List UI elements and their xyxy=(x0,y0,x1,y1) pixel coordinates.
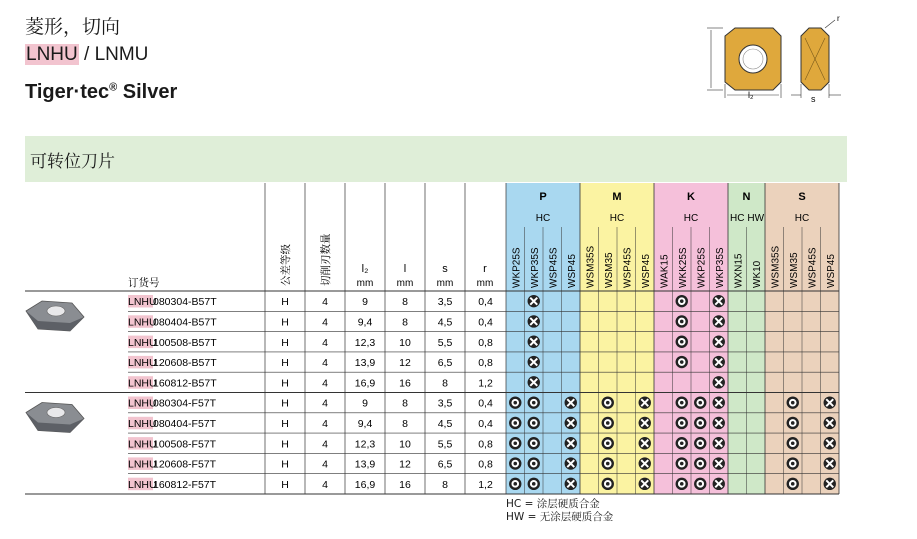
brand-word: Tiger·tec xyxy=(25,81,110,103)
circle-dot-icon-core xyxy=(680,441,684,445)
circle-dot-icon-core xyxy=(680,340,684,344)
cell-l2: 16,9 xyxy=(354,377,376,390)
circle-dot-icon-core xyxy=(680,482,684,486)
col-l-unit: mm xyxy=(396,278,414,289)
col-s: s xyxy=(442,263,448,275)
cell-l2: 9,4 xyxy=(357,417,373,430)
circle-dot-icon-core xyxy=(532,462,536,466)
order-prefix: LNHU xyxy=(128,296,157,309)
group-hc-N: HC xyxy=(730,213,745,224)
cell-s: 6,5 xyxy=(437,458,453,471)
circle-dot-icon-core xyxy=(680,421,684,425)
cell-edges: 4 xyxy=(322,478,328,491)
cell-l: 10 xyxy=(399,438,411,451)
circle-dot-icon-core xyxy=(680,360,684,364)
cell-l2: 16,9 xyxy=(354,478,376,491)
grade-label-wsm35s: WSM35S xyxy=(770,245,782,288)
cell-s: 3,5 xyxy=(437,296,453,309)
order-code: 160812-F57T xyxy=(153,478,217,491)
brand-tail: Silver xyxy=(117,81,178,103)
cell-r: 1,2 xyxy=(478,377,493,390)
cell-l2: 12,3 xyxy=(354,336,376,349)
cell-r: 0,8 xyxy=(478,438,493,451)
cell-s: 8 xyxy=(442,377,448,390)
insert-photo xyxy=(26,403,84,433)
grade-label-wxn15: WXN15 xyxy=(733,253,745,288)
subtitle-highlight: LNHU xyxy=(26,44,78,65)
brand-mark: ® xyxy=(109,81,118,94)
cell-l: 12 xyxy=(399,458,411,471)
grade-label-wkp25s: WKP25S xyxy=(696,247,708,288)
insert-photo xyxy=(26,301,84,331)
grade-label-wkp35s: WKP35S xyxy=(529,247,541,288)
cell-l2: 12,3 xyxy=(354,438,376,451)
cell-tolerance: H xyxy=(281,316,289,329)
cell-r: 0,4 xyxy=(478,296,493,309)
col-l2-unit: mm xyxy=(356,278,374,289)
order-prefix: LNHU xyxy=(128,458,157,471)
circle-dot-icon-core xyxy=(791,401,795,405)
cell-l2: 9,4 xyxy=(357,316,373,329)
group-hc-K: HC xyxy=(683,213,699,224)
order-code: 120608-B57T xyxy=(153,357,217,370)
circle-dot-icon-core xyxy=(513,441,517,445)
circle-dot-icon-core xyxy=(698,401,702,405)
cell-tolerance: H xyxy=(281,296,289,309)
grade-label-wsp45s: WSP45S xyxy=(807,247,819,288)
cell-edges: 4 xyxy=(322,397,328,410)
r-label: r xyxy=(837,14,840,23)
circle-dot-icon-core xyxy=(680,299,684,303)
group-letter-P: P xyxy=(539,191,547,203)
grade-label-wsm35: WSM35 xyxy=(788,252,800,288)
cell-r: 0,8 xyxy=(478,458,493,471)
cell-r: 0,4 xyxy=(478,417,493,430)
grade-label-wkk25s: WKK25S xyxy=(677,247,689,288)
cell-edges: 4 xyxy=(322,357,328,370)
circle-dot-icon-core xyxy=(532,482,536,486)
cell-l: 8 xyxy=(402,296,408,309)
group-letter-N: N xyxy=(742,191,751,203)
order-prefix: LNHU xyxy=(128,377,157,390)
order-prefix: LNHU xyxy=(128,316,157,329)
circle-dot-icon-core xyxy=(513,462,517,466)
grade-label-wsp45: WSP45 xyxy=(566,254,578,288)
circle-dot-icon-core xyxy=(791,441,795,445)
order-prefix: LNHU xyxy=(128,357,157,370)
cell-s: 8 xyxy=(442,478,448,491)
circle-dot-icon-core xyxy=(532,401,536,405)
subtitle-rest: / LNMU xyxy=(78,44,149,65)
circle-dot-icon-core xyxy=(680,462,684,466)
cell-s: 5,5 xyxy=(437,438,453,451)
cell-l: 16 xyxy=(399,478,411,491)
grade-label-wsm35s: WSM35S xyxy=(585,245,597,288)
s-label: s xyxy=(811,94,816,104)
cell-r: 0,4 xyxy=(478,316,493,329)
cell-edges: 4 xyxy=(322,417,328,430)
cell-tolerance: H xyxy=(281,397,289,410)
grade-label-wsp45s: WSP45S xyxy=(622,247,634,288)
cell-s: 4,5 xyxy=(437,316,453,329)
circle-dot-icon-core xyxy=(532,441,536,445)
order-prefix: LNHU xyxy=(128,478,157,491)
order-code: 120608-F57T xyxy=(153,458,217,471)
cell-tolerance: H xyxy=(281,377,289,390)
group-hw-N: HW xyxy=(747,213,765,224)
cell-r: 0,8 xyxy=(478,336,493,349)
cell-s: 4,5 xyxy=(437,417,453,430)
cell-edges: 4 xyxy=(322,458,328,471)
cell-tolerance: H xyxy=(281,417,289,430)
circle-dot-icon-core xyxy=(698,482,702,486)
cell-r: 0,8 xyxy=(478,357,493,370)
cell-l2: 13,9 xyxy=(354,357,376,370)
col-l2: l₂ xyxy=(361,263,369,275)
cell-r: 0,4 xyxy=(478,397,493,410)
circle-dot-icon-core xyxy=(513,421,517,425)
cell-s: 6,5 xyxy=(437,357,453,370)
page-title: 菱形，切向 xyxy=(25,16,121,38)
legend-hw: HW = 无涂层硬质合金 xyxy=(506,511,614,523)
cell-tolerance: H xyxy=(281,478,289,491)
circle-dot-icon-core xyxy=(680,401,684,405)
grade-label-wsp45s: WSP45S xyxy=(548,247,560,288)
cell-l: 8 xyxy=(402,316,408,329)
cell-tolerance: H xyxy=(281,458,289,471)
cell-edges: 4 xyxy=(322,336,328,349)
group-hc-M: HC xyxy=(609,213,625,224)
order-code: 080404-B57T xyxy=(153,316,217,329)
cell-l: 16 xyxy=(399,377,411,390)
circle-dot-icon-core xyxy=(606,421,610,425)
grade-label-wsm35: WSM35 xyxy=(603,252,615,288)
cell-s: 3,5 xyxy=(437,397,453,410)
order-prefix: LNHU xyxy=(128,417,157,430)
grade-label-wk10: WK10 xyxy=(751,260,763,288)
order-prefix: LNHU xyxy=(128,336,157,349)
circle-dot-icon-core xyxy=(606,482,610,486)
col-s-unit: mm xyxy=(436,278,454,289)
circle-dot-icon-core xyxy=(606,441,610,445)
circle-dot-icon-core xyxy=(791,462,795,466)
legend-hc: HC = 涂层硬质合金 xyxy=(506,498,600,510)
circle-dot-icon-core xyxy=(698,441,702,445)
section-title: 可转位刀片 xyxy=(30,152,115,172)
grade-label-wkp25s: WKP25S xyxy=(511,247,523,288)
order-code: 160812-B57T xyxy=(153,377,217,390)
col-l: l xyxy=(403,263,407,275)
grade-label-wsp45: WSP45 xyxy=(825,254,837,288)
cell-r: 1,2 xyxy=(478,478,493,491)
cell-l: 10 xyxy=(399,336,411,349)
group-letter-K: K xyxy=(687,191,695,203)
cell-l: 8 xyxy=(402,397,408,410)
cell-l: 12 xyxy=(399,357,411,370)
circle-dot-icon-core xyxy=(698,421,702,425)
circle-dot-icon-core xyxy=(513,401,517,405)
legend xyxy=(506,498,613,524)
cell-tolerance: H xyxy=(281,438,289,451)
grade-label-wak15: WAK15 xyxy=(659,254,671,288)
grade-label-wsp45: WSP45 xyxy=(640,254,652,288)
circle-dot-icon-core xyxy=(532,421,536,425)
group-letter-M: M xyxy=(612,191,622,203)
cell-edges: 4 xyxy=(322,438,328,451)
group-hc-S: HC xyxy=(794,213,810,224)
circle-dot-icon-core xyxy=(513,482,517,486)
order-code: 080304-F57T xyxy=(153,397,217,410)
col-order-no: 订货号 xyxy=(128,277,160,289)
group-letter-S: S xyxy=(798,191,806,203)
l2-label: l₂ xyxy=(748,90,754,100)
cell-l2: 9 xyxy=(362,397,368,410)
cell-s: 5,5 xyxy=(437,336,453,349)
circle-dot-icon-core xyxy=(698,462,702,466)
order-code: 080304-B57T xyxy=(153,296,217,309)
col-tolerance: 公差等级 xyxy=(280,244,292,286)
circle-dot-icon-core xyxy=(791,482,795,486)
cell-tolerance: H xyxy=(281,336,289,349)
cell-tolerance: H xyxy=(281,357,289,370)
circle-dot-icon-core xyxy=(606,401,610,405)
cell-l2: 13,9 xyxy=(354,458,376,471)
order-prefix: LNHU xyxy=(128,438,157,451)
circle-dot-icon-core xyxy=(791,421,795,425)
cell-l: 8 xyxy=(402,417,408,430)
cell-edges: 4 xyxy=(322,296,328,309)
cell-edges: 4 xyxy=(322,316,328,329)
group-hc-P: HC xyxy=(535,213,551,224)
circle-dot-icon-core xyxy=(606,462,610,466)
grade-label-wkp35s: WKP35S xyxy=(714,247,726,288)
circle-dot-icon-core xyxy=(680,320,684,324)
order-code: 100508-F57T xyxy=(153,438,217,451)
col-r-unit: mm xyxy=(476,278,494,289)
col-r: r xyxy=(483,263,487,275)
order-code: 080404-F57T xyxy=(153,417,217,430)
order-code: 100508-B57T xyxy=(153,336,217,349)
col-edges: 切削刃数量 xyxy=(320,233,332,286)
cell-l2: 9 xyxy=(362,296,368,309)
cell-edges: 4 xyxy=(322,377,328,390)
order-prefix: LNHU xyxy=(128,397,157,410)
